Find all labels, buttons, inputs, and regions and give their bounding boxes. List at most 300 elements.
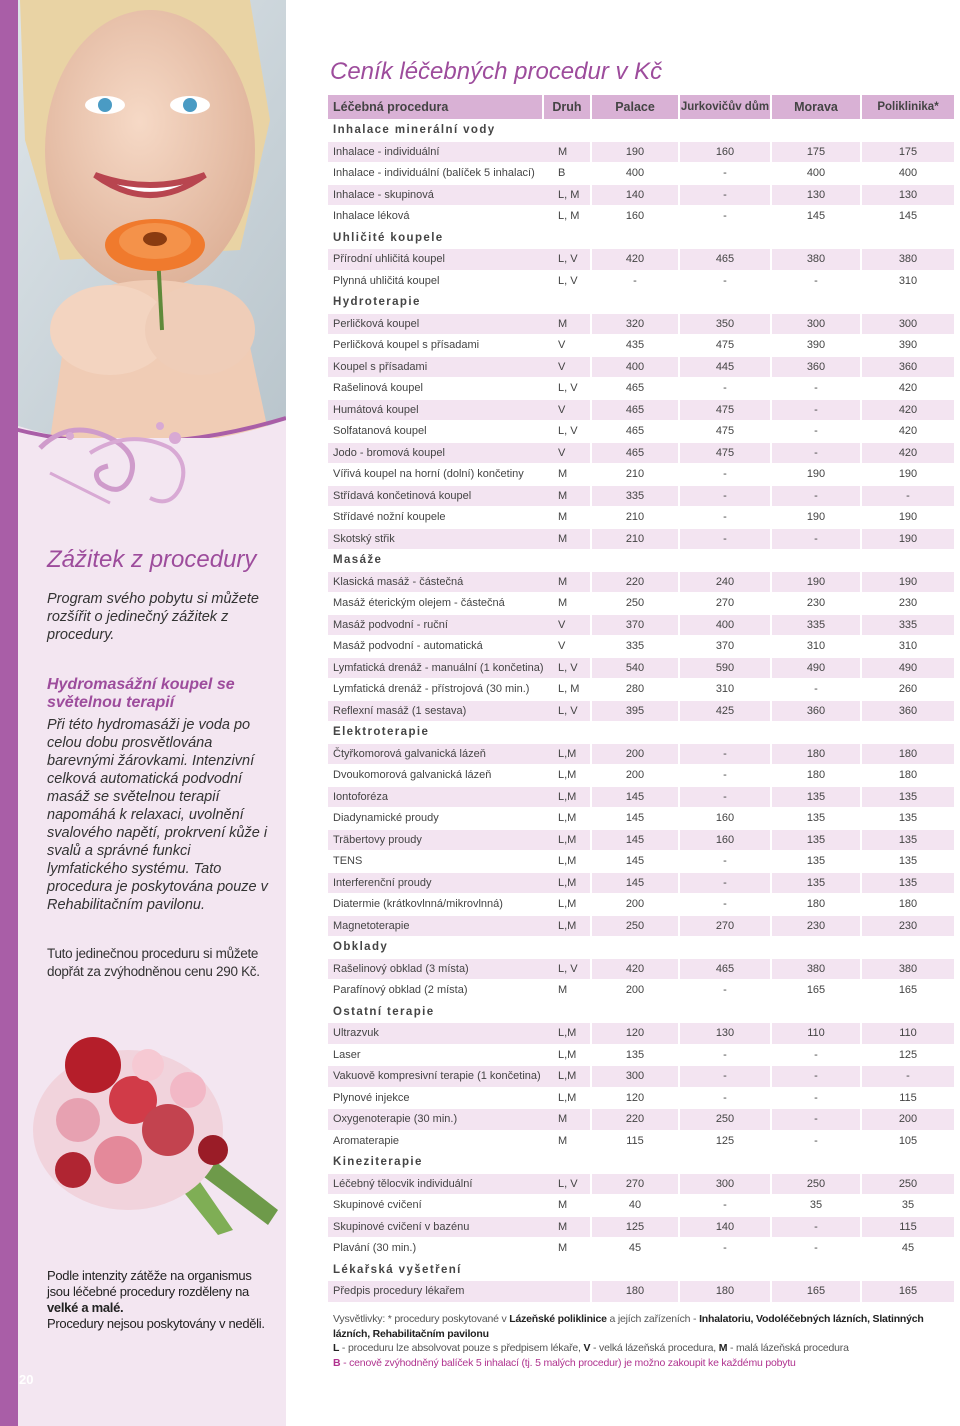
- procedure-name-cell: Ultrazvuk: [328, 1023, 544, 1044]
- procedure-name-cell: Iontoforéza: [328, 787, 544, 808]
- table-row: [328, 572, 956, 593]
- druh-cell: L,M: [544, 1045, 592, 1066]
- jurkovicuv-price-cell: -: [680, 1238, 772, 1259]
- procedure-name-cell: Vířivá koupel na horní (dolní) končetiny: [328, 464, 544, 485]
- legend-text: - velká lázeňská procedura,: [590, 1342, 719, 1354]
- palace-price-cell: -: [592, 271, 680, 292]
- druh-cell: V: [544, 400, 592, 421]
- morava-price-cell: 135: [772, 851, 862, 872]
- jurkovicuv-price-cell: 475: [680, 335, 772, 356]
- druh-cell: V: [544, 636, 592, 657]
- poliklinika-price-cell: 135: [862, 808, 956, 829]
- druh-cell: V: [544, 443, 592, 464]
- procedure-name-cell: Skotský střik: [328, 529, 544, 550]
- morava-price-cell: 135: [772, 873, 862, 894]
- morava-price-cell: -: [772, 378, 862, 399]
- hydromassage-description: Při této hydromasáži je voda po celou dobu prosvětlována barevnými žárovkami. Intenzivní celková automatická podvodní masáž se světelnou terapií napomáhá k relaxaci, uvolnění svalového napětí, prokrvení kůže i svalů a správné funkci lymfatického systému. Tato procedura je poskytována pouze v Rehabilitačním pavilonu.: [47, 717, 268, 913]
- poliklinika-price-cell: 35: [862, 1195, 956, 1216]
- morava-price-cell: -: [772, 1066, 862, 1087]
- druh-cell: M: [544, 314, 592, 335]
- poliklinika-price-cell: 420: [862, 443, 956, 464]
- table-row: [328, 1238, 956, 1259]
- palace-price-cell: 465: [592, 400, 680, 421]
- table-row: [328, 1281, 956, 1302]
- table-row: [328, 1045, 956, 1066]
- table-row: [328, 787, 956, 808]
- procedure-name-cell: Inhalace léková: [328, 206, 544, 227]
- morava-price-cell: 145: [772, 206, 862, 227]
- morava-price-cell: -: [772, 1131, 862, 1152]
- palace-price-cell: 145: [592, 851, 680, 872]
- poliklinika-price-cell: 230: [862, 916, 956, 937]
- jurkovicuv-price-cell: 125: [680, 1131, 772, 1152]
- druh-cell: L,M: [544, 787, 592, 808]
- section-row: [328, 937, 956, 958]
- poliklinika-price-cell: 190: [862, 572, 956, 593]
- palace-price-cell: 135: [592, 1045, 680, 1066]
- jurkovicuv-price-cell: -: [680, 206, 772, 227]
- procedure-name-cell: Solfatanová koupel: [328, 421, 544, 442]
- morava-price-cell: 360: [772, 701, 862, 722]
- druh-cell: L,M: [544, 830, 592, 851]
- druh-cell: M: [544, 1217, 592, 1238]
- procedure-name-cell: Diadynamické proudy: [328, 808, 544, 829]
- jurkovicuv-price-cell: 425: [680, 701, 772, 722]
- druh-cell: L,M: [544, 916, 592, 937]
- table-row: [328, 1217, 956, 1238]
- druh-cell: L,M: [544, 894, 592, 915]
- table-row: [328, 206, 956, 227]
- druh-cell: M: [544, 142, 592, 163]
- morava-price-cell: 165: [772, 1281, 862, 1302]
- procedure-name-cell: Klasická masáž - částečná: [328, 572, 544, 593]
- section-row: [328, 228, 956, 249]
- procedure-name-cell: Aromaterapie: [328, 1131, 544, 1152]
- palace-price-cell: 120: [592, 1088, 680, 1109]
- table-row: [328, 142, 956, 163]
- druh-cell: [544, 1281, 592, 1302]
- poliklinika-price-cell: 360: [862, 701, 956, 722]
- jurkovicuv-price-cell: 160: [680, 830, 772, 851]
- procedure-name-cell: Plynové injekce: [328, 1088, 544, 1109]
- palace-price-cell: 180: [592, 1281, 680, 1302]
- header-poliklinika: Poliklinika*: [862, 95, 956, 119]
- procedure-name-cell: TENS: [328, 851, 544, 872]
- poliklinika-price-cell: 200: [862, 1109, 956, 1130]
- section-row: [328, 1260, 956, 1281]
- morava-price-cell: -: [772, 443, 862, 464]
- procedure-name-cell: Oxygenoterapie (30 min.): [328, 1109, 544, 1130]
- palace-price-cell: 435: [592, 335, 680, 356]
- morava-price-cell: 175: [772, 142, 862, 163]
- druh-cell: M: [544, 1109, 592, 1130]
- table-row: [328, 894, 956, 915]
- jurkovicuv-price-cell: 590: [680, 658, 772, 679]
- section-row: [328, 722, 956, 743]
- price-list-title: Ceník léčebných procedur v Kč: [330, 58, 663, 85]
- poliklinika-price-cell: 125: [862, 1045, 956, 1066]
- poliklinika-price-cell: 115: [862, 1217, 956, 1238]
- druh-cell: V: [544, 357, 592, 378]
- druh-cell: L,M: [544, 873, 592, 894]
- druh-cell: M: [544, 593, 592, 614]
- palace-price-cell: 370: [592, 615, 680, 636]
- table-row: [328, 959, 956, 980]
- table-row: [328, 1195, 956, 1216]
- poliklinika-price-cell: 360: [862, 357, 956, 378]
- table-row: [328, 744, 956, 765]
- legend-text: - malá lázeňská procedura: [727, 1342, 849, 1354]
- morava-price-cell: -: [772, 529, 862, 550]
- palace-price-cell: 145: [592, 787, 680, 808]
- palace-price-cell: 465: [592, 443, 680, 464]
- table-row: [328, 658, 956, 679]
- druh-cell: M: [544, 507, 592, 528]
- morava-price-cell: 180: [772, 894, 862, 915]
- procedure-name-cell: Předpis procedury lékařem: [328, 1281, 544, 1302]
- price-table: [328, 94, 956, 1303]
- section-title: Kineziterapie: [328, 1152, 956, 1173]
- procedure-name-cell: Jodo - bromová koupel: [328, 443, 544, 464]
- section-row: [328, 292, 956, 313]
- table-row: [328, 615, 956, 636]
- procedure-name-cell: Léčebný tělocvik individuální: [328, 1174, 544, 1195]
- jurkovicuv-price-cell: -: [680, 1066, 772, 1087]
- poliklinika-price-cell: 380: [862, 249, 956, 270]
- poliklinika-price-cell: 420: [862, 378, 956, 399]
- poliklinika-price-cell: 380: [862, 959, 956, 980]
- morava-price-cell: 135: [772, 787, 862, 808]
- morava-price-cell: 190: [772, 507, 862, 528]
- poliklinika-price-cell: 180: [862, 744, 956, 765]
- druh-cell: M: [544, 529, 592, 550]
- jurkovicuv-price-cell: -: [680, 1195, 772, 1216]
- palace-price-cell: 320: [592, 314, 680, 335]
- table-row: [328, 1023, 956, 1044]
- table-row: [328, 271, 956, 292]
- section-row: [328, 1002, 956, 1023]
- palace-price-cell: 250: [592, 916, 680, 937]
- druh-cell: B: [544, 163, 592, 184]
- poliklinika-price-cell: 250: [862, 1174, 956, 1195]
- table-header-row: [328, 95, 956, 119]
- jurkovicuv-price-cell: -: [680, 873, 772, 894]
- table-row: [328, 486, 956, 507]
- morava-price-cell: 180: [772, 765, 862, 786]
- morava-price-cell: -: [772, 679, 862, 700]
- table-row: [328, 1109, 956, 1130]
- morava-price-cell: 490: [772, 658, 862, 679]
- jurkovicuv-price-cell: 180: [680, 1281, 772, 1302]
- section-row: [328, 120, 956, 141]
- poliklinika-price-cell: 420: [862, 421, 956, 442]
- procedure-name-cell: Reflexní masáž (1 sestava): [328, 701, 544, 722]
- jurkovicuv-price-cell: -: [680, 486, 772, 507]
- legend-key-l: L: [333, 1342, 340, 1354]
- palace-price-cell: 420: [592, 249, 680, 270]
- header-druh: Druh: [544, 95, 592, 119]
- table-row: [328, 636, 956, 657]
- morava-price-cell: -: [772, 1088, 862, 1109]
- morava-price-cell: -: [772, 1217, 862, 1238]
- header-jurkovicuv-dum: Jurkovičův dům: [680, 95, 772, 119]
- palace-price-cell: 145: [592, 873, 680, 894]
- morava-price-cell: -: [772, 1045, 862, 1066]
- procedure-name-cell: Perličková koupel: [328, 314, 544, 335]
- jurkovicuv-price-cell: -: [680, 1045, 772, 1066]
- intensity-note: [47, 1268, 272, 1332]
- poliklinika-price-cell: 110: [862, 1023, 956, 1044]
- druh-cell: L,M: [544, 744, 592, 765]
- table-row: [328, 1131, 956, 1152]
- table-row: [328, 851, 956, 872]
- table-row: [328, 529, 956, 550]
- morava-price-cell: -: [772, 486, 862, 507]
- header-procedure: Léčebná procedura: [328, 95, 544, 119]
- legend-text: a jejích zařízeních -: [606, 1313, 700, 1325]
- legend-text: - proceduru lze absolvovat pouze s předpisem lékaře,: [339, 1342, 584, 1354]
- morava-price-cell: 230: [772, 916, 862, 937]
- section-row: [328, 1152, 956, 1173]
- legend-bold: Lázeňské poliklinice: [509, 1313, 607, 1325]
- palace-price-cell: 125: [592, 1217, 680, 1238]
- poliklinika-price-cell: 230: [862, 593, 956, 614]
- procedure-name-cell: Střídavé nožní koupele: [328, 507, 544, 528]
- palace-price-cell: 200: [592, 894, 680, 915]
- poliklinika-price-cell: 190: [862, 529, 956, 550]
- poliklinika-price-cell: 300: [862, 314, 956, 335]
- palace-price-cell: 250: [592, 593, 680, 614]
- table-row: [328, 916, 956, 937]
- druh-cell: L, V: [544, 249, 592, 270]
- poliklinika-price-cell: 490: [862, 658, 956, 679]
- procedure-name-cell: Plavání (30 min.): [328, 1238, 544, 1259]
- procedure-name-cell: Lymfatická drenáž - manuální (1 končetina): [328, 658, 544, 679]
- poliklinika-price-cell: 130: [862, 185, 956, 206]
- price-table-body: [328, 120, 956, 1302]
- jurkovicuv-price-cell: 160: [680, 808, 772, 829]
- jurkovicuv-price-cell: -: [680, 185, 772, 206]
- sunday-note: Procedury nejsou poskytovány v neděli.: [47, 1316, 265, 1331]
- morava-price-cell: 335: [772, 615, 862, 636]
- page-number: 20: [19, 1372, 34, 1387]
- palace-price-cell: 220: [592, 572, 680, 593]
- druh-cell: M: [544, 1131, 592, 1152]
- poliklinika-price-cell: 420: [862, 400, 956, 421]
- procedure-name-cell: Perličková koupel s přísadami: [328, 335, 544, 356]
- poliklinika-price-cell: 45: [862, 1238, 956, 1259]
- druh-cell: L,M: [544, 808, 592, 829]
- poliklinika-price-cell: 135: [862, 830, 956, 851]
- druh-cell: M: [544, 572, 592, 593]
- jurkovicuv-price-cell: 160: [680, 142, 772, 163]
- druh-cell: L, V: [544, 701, 592, 722]
- jurkovicuv-price-cell: 300: [680, 1174, 772, 1195]
- jurkovicuv-price-cell: 270: [680, 593, 772, 614]
- jurkovicuv-price-cell: 310: [680, 679, 772, 700]
- palace-price-cell: 395: [592, 701, 680, 722]
- druh-cell: M: [544, 1238, 592, 1259]
- procedure-name-cell: Rašelinový obklad (3 místa): [328, 959, 544, 980]
- procedure-name-cell: Přírodní uhličitá koupel: [328, 249, 544, 270]
- procedure-name-cell: Plynná uhličitá koupel: [328, 271, 544, 292]
- poliklinika-price-cell: 310: [862, 636, 956, 657]
- jurkovicuv-price-cell: 250: [680, 1109, 772, 1130]
- palace-price-cell: 540: [592, 658, 680, 679]
- palace-price-cell: 115: [592, 1131, 680, 1152]
- poliklinika-price-cell: 190: [862, 507, 956, 528]
- jurkovicuv-price-cell: -: [680, 765, 772, 786]
- table-row: [328, 335, 956, 356]
- jurkovicuv-price-cell: -: [680, 378, 772, 399]
- jurkovicuv-price-cell: 240: [680, 572, 772, 593]
- jurkovicuv-price-cell: 465: [680, 959, 772, 980]
- section-title: Lékařská vyšetření: [328, 1260, 956, 1281]
- jurkovicuv-price-cell: -: [680, 980, 772, 1001]
- poliklinika-price-cell: 135: [862, 787, 956, 808]
- druh-cell: M: [544, 464, 592, 485]
- palace-price-cell: 160: [592, 206, 680, 227]
- morava-price-cell: 35: [772, 1195, 862, 1216]
- morava-price-cell: 190: [772, 572, 862, 593]
- poliklinika-price-cell: 190: [862, 464, 956, 485]
- palace-price-cell: 40: [592, 1195, 680, 1216]
- jurkovicuv-price-cell: 445: [680, 357, 772, 378]
- druh-cell: V: [544, 615, 592, 636]
- morava-price-cell: 110: [772, 1023, 862, 1044]
- jurkovicuv-price-cell: -: [680, 507, 772, 528]
- druh-cell: L, V: [544, 421, 592, 442]
- section-title: Masáže: [328, 550, 956, 571]
- morava-price-cell: 230: [772, 593, 862, 614]
- jurkovicuv-price-cell: 350: [680, 314, 772, 335]
- legend-bold: Inhalatoriu, Vodoléčebných lázních, Slatinných lázních, Rehabilitačním pavilonu: [333, 1313, 924, 1340]
- jurkovicuv-price-cell: 400: [680, 615, 772, 636]
- table-row: [328, 980, 956, 1001]
- druh-cell: M: [544, 1195, 592, 1216]
- jurkovicuv-price-cell: 465: [680, 249, 772, 270]
- poliklinika-price-cell: -: [862, 1066, 956, 1087]
- palace-price-cell: 200: [592, 765, 680, 786]
- procedure-name-cell: Rašelinová koupel: [328, 378, 544, 399]
- table-row: [328, 314, 956, 335]
- table-row: [328, 421, 956, 442]
- jurkovicuv-price-cell: 475: [680, 400, 772, 421]
- poliklinika-price-cell: 175: [862, 142, 956, 163]
- poliklinika-price-cell: 390: [862, 335, 956, 356]
- druh-cell: L,M: [544, 851, 592, 872]
- morava-price-cell: 250: [772, 1174, 862, 1195]
- procedure-name-cell: Träbertovy proudy: [328, 830, 544, 851]
- morava-price-cell: 180: [772, 744, 862, 765]
- poliklinika-price-cell: 145: [862, 206, 956, 227]
- procedure-name-cell: Střídavá končetinová koupel: [328, 486, 544, 507]
- hydromassage-heading: Hydromasážní koupel se světelnou terapií: [47, 676, 235, 711]
- palace-price-cell: 145: [592, 830, 680, 851]
- table-row: [328, 185, 956, 206]
- section-title: Obklady: [328, 937, 956, 958]
- poliklinika-price-cell: 260: [862, 679, 956, 700]
- morava-price-cell: 380: [772, 249, 862, 270]
- section-title: Inhalace minerální vody: [328, 120, 956, 141]
- palace-price-cell: 140: [592, 185, 680, 206]
- poliklinika-price-cell: 165: [862, 980, 956, 1001]
- poliklinika-price-cell: 135: [862, 851, 956, 872]
- poliklinika-price-cell: 180: [862, 894, 956, 915]
- palace-price-cell: 280: [592, 679, 680, 700]
- header-palace: Palace: [592, 95, 680, 119]
- druh-cell: L, V: [544, 658, 592, 679]
- palace-price-cell: 400: [592, 163, 680, 184]
- procedure-name-cell: Koupel s přísadami: [328, 357, 544, 378]
- table-row: [328, 357, 956, 378]
- morava-price-cell: 130: [772, 185, 862, 206]
- section-title: Elektroterapie: [328, 722, 956, 743]
- table-row: [328, 378, 956, 399]
- jurkovicuv-price-cell: -: [680, 894, 772, 915]
- jurkovicuv-price-cell: -: [680, 744, 772, 765]
- druh-cell: M: [544, 486, 592, 507]
- palace-price-cell: 45: [592, 1238, 680, 1259]
- jurkovicuv-price-cell: -: [680, 163, 772, 184]
- section-row: [328, 550, 956, 571]
- poliklinika-price-cell: 400: [862, 163, 956, 184]
- poliklinika-price-cell: 135: [862, 873, 956, 894]
- palace-price-cell: 465: [592, 421, 680, 442]
- section-title: Uhličité koupele: [328, 228, 956, 249]
- legend: [333, 1312, 953, 1370]
- legend-key-b: B: [333, 1356, 341, 1369]
- druh-cell: L, V: [544, 271, 592, 292]
- palace-price-cell: 145: [592, 808, 680, 829]
- morava-price-cell: 390: [772, 335, 862, 356]
- poliklinika-price-cell: 310: [862, 271, 956, 292]
- poliklinika-price-cell: 165: [862, 1281, 956, 1302]
- woman-with-flower-photo: [0, 0, 286, 438]
- procedure-name-cell: Humátová koupel: [328, 400, 544, 421]
- jurkovicuv-price-cell: -: [680, 271, 772, 292]
- druh-cell: L, V: [544, 378, 592, 399]
- druh-cell: L, V: [544, 959, 592, 980]
- table-row: [328, 701, 956, 722]
- jurkovicuv-price-cell: -: [680, 851, 772, 872]
- procedure-name-cell: Dvoukomorová galvanická lázeň: [328, 765, 544, 786]
- table-row: [328, 765, 956, 786]
- table-row: [328, 249, 956, 270]
- procedure-name-cell: Masáž éterickým olejem - částečná: [328, 593, 544, 614]
- procedure-name-cell: Inhalace - skupinová: [328, 185, 544, 206]
- palace-price-cell: 190: [592, 142, 680, 163]
- morava-price-cell: 135: [772, 808, 862, 829]
- jurkovicuv-price-cell: -: [680, 464, 772, 485]
- jurkovicuv-price-cell: -: [680, 787, 772, 808]
- procedure-name-cell: Skupinové cvičení v bazénu: [328, 1217, 544, 1238]
- palace-price-cell: 465: [592, 378, 680, 399]
- procedure-name-cell: Interferenční proudy: [328, 873, 544, 894]
- procedure-name-cell: Čtyřkomorová galvanická lázeň: [328, 744, 544, 765]
- palace-price-cell: 220: [592, 1109, 680, 1130]
- left-panel: [0, 0, 286, 1426]
- table-row: [328, 507, 956, 528]
- header-morava: Morava: [772, 95, 862, 119]
- morava-price-cell: 165: [772, 980, 862, 1001]
- procedure-name-cell: Diatermie (krátkovlnná/mikrovlnná): [328, 894, 544, 915]
- jurkovicuv-price-cell: -: [680, 529, 772, 550]
- morava-price-cell: 135: [772, 830, 862, 851]
- druh-cell: L, M: [544, 185, 592, 206]
- palace-price-cell: 210: [592, 464, 680, 485]
- poliklinika-price-cell: 115: [862, 1088, 956, 1109]
